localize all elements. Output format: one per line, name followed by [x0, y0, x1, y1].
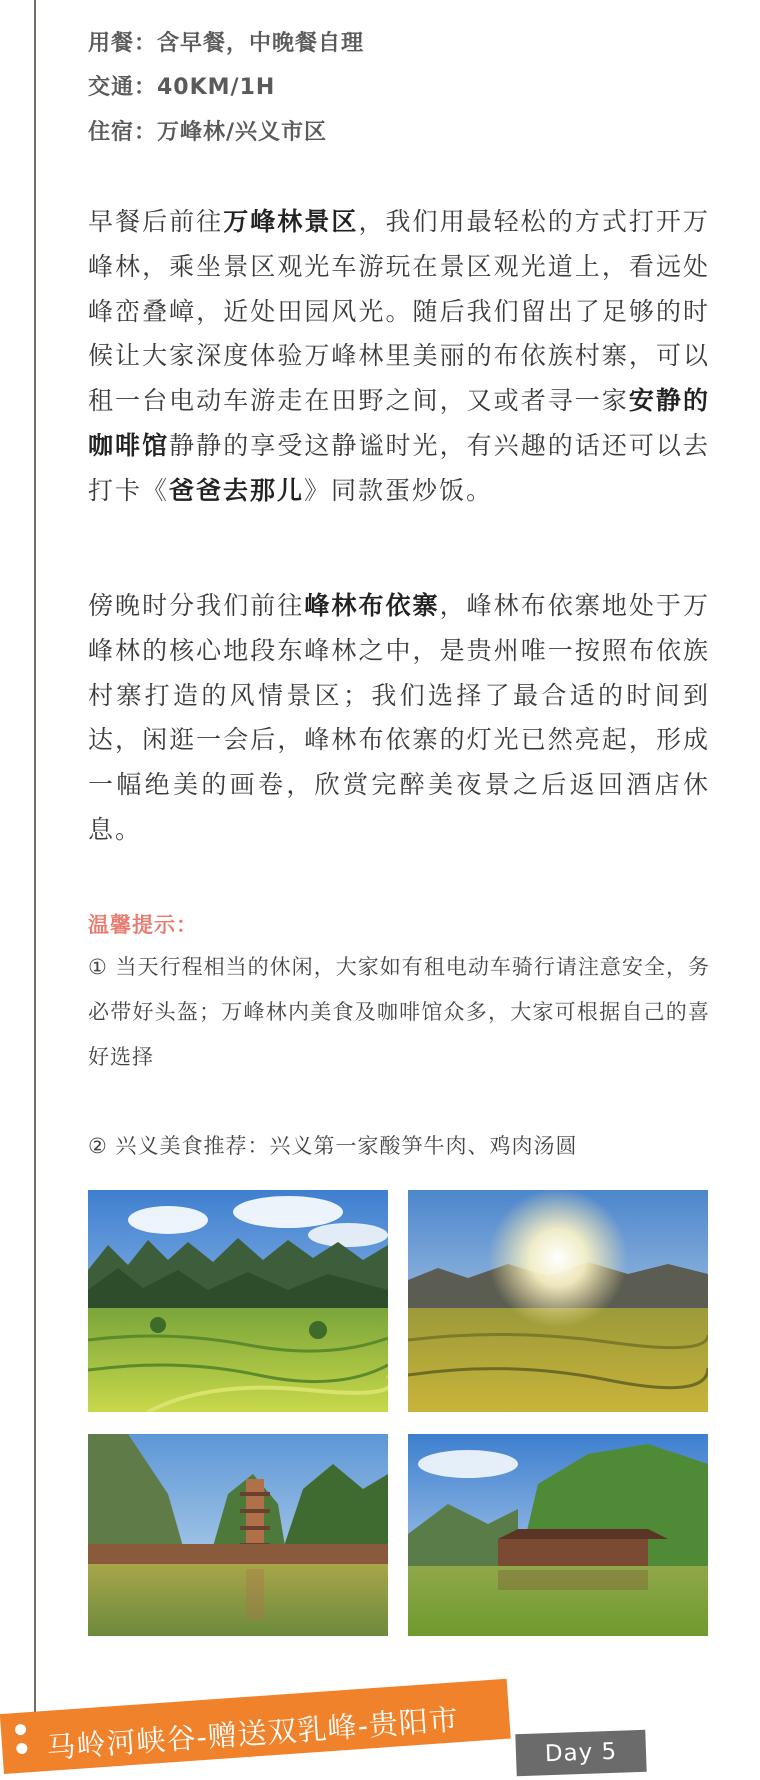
para1-text-1: 早餐后前往: [88, 207, 224, 236]
tip-item-1: ① 当天行程相当的休闲，大家如有租电动车骑行请注意安全，务必带好头盔；万峰林内美食及咖啡馆众多，大家可根据自己的喜好选择: [88, 955, 710, 1069]
next-day-banner: [0, 1702, 760, 1780]
day-tag: [515, 1730, 646, 1777]
left-timeline-rule: [34, 0, 36, 1712]
photo-buyi-village-lake-svg: [408, 1434, 708, 1636]
photo-sunrise-valley: [408, 1190, 708, 1412]
highlight-buyi-village: 峰林布依寨: [304, 591, 440, 620]
photo-pagoda-lake-svg: [88, 1434, 388, 1636]
photo-pagoda-lake: [88, 1434, 388, 1636]
para1-text-2: ，我们用最轻松的方式打开万峰林，乘坐景区观光车游玩在景区观光道上，看远处峰峦叠嶂，近处田园风光。随后我们留出了足够的时候让大家深度体验万峰林里美丽的布依族村寨，可以租一台电动车游走在田野之间，又或者寻一家: [88, 207, 710, 416]
highlight-cafe: 安静的咖啡馆: [88, 386, 710, 460]
itinerary-paragraph-1: [88, 200, 710, 514]
para1-text-4: 》同款蛋炒饭。: [304, 475, 494, 505]
para2-text-1: 傍晚时分我们前往: [88, 591, 305, 620]
highlight-tv-show: 爸爸去那儿: [169, 475, 305, 505]
para2-text-2: ，峰林布依寨地处于万峰林的核心地段东峰林之中，是贵州唯一按照布依族村寨打造的风情景区；我们选择了最合适的时间到达，闲逛一会后，峰林布依寨的灯光已然亮起，形成一幅绝美的画卷，欣赏完醉美夜景之后返回酒店休息。: [88, 591, 710, 844]
para1-text-3: 静静的享受这静谧时光，有兴趣的话还可以去打卡《: [88, 430, 710, 505]
itinerary-paragraph-2: [88, 584, 710, 853]
day-label: Day 5: [544, 1738, 618, 1768]
photo-wanfenglin-fields: [88, 1190, 388, 1412]
highlight-wanfenglin: 万峰林景区: [223, 207, 359, 236]
lodging-info: 住宿：万峰林/兴义市区: [88, 120, 328, 145]
photo-buyi-village-lake: [408, 1434, 708, 1636]
tip-item-2: ② 兴义美食推荐：兴义第一家酸笋牛肉、鸡肉汤圆: [88, 1134, 578, 1158]
tips-heading: 温馨提示：: [88, 913, 198, 937]
transport-info: 交通：40KM/1H: [88, 75, 276, 100]
next-day-route-title: 马岭河峡谷-赠送双乳峰-贵阳市: [45, 1702, 460, 1766]
photo-wanfenglin-fields-svg: [88, 1190, 388, 1412]
meals-info: 用餐：含早餐，中晚餐自理: [88, 31, 365, 56]
photo-sunrise-valley-svg: [408, 1190, 708, 1412]
banner-dots-icon: [15, 1724, 30, 1763]
